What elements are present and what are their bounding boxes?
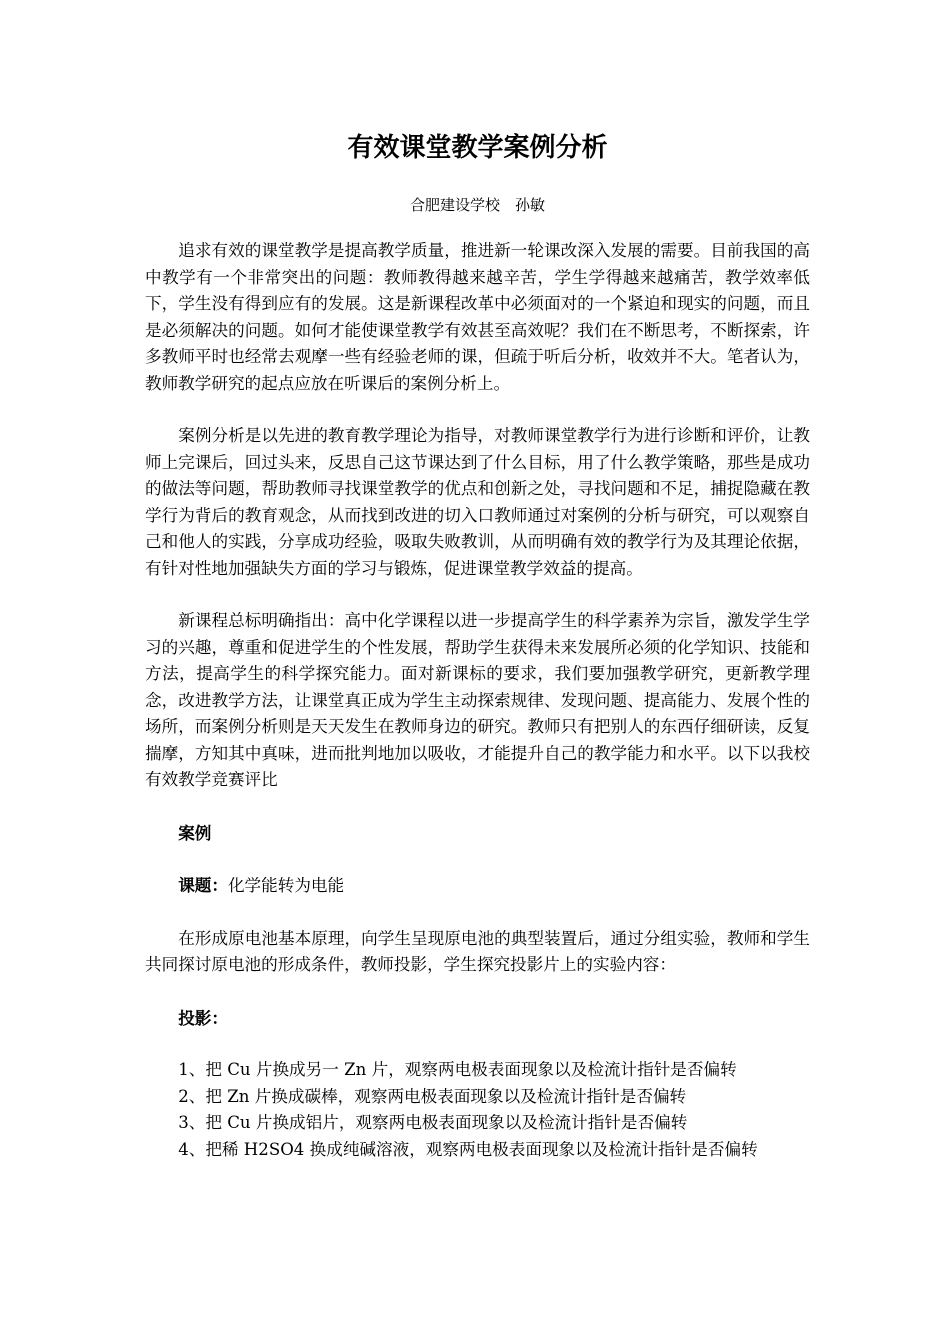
list-item: 2、把 Zn 片换成碳棒，观察两电极表面现象以及检流计指针是否偏转	[178, 1086, 687, 1106]
list-item: 4、把稀 H2SO4 换成纯碱溶液，观察两电极表面现象以及检流计指针是否偏转	[178, 1139, 758, 1159]
case-heading: 案例	[178, 822, 212, 843]
paragraph-case-analysis: 案例分析是以先进的教育教学理论为指导，对教师课堂教学行为进行诊断和评价，让教师上完课后，回过头来，反思自己这节课达到了什么目标，用了什么教学策略，那些是成功的做法等问题，帮助教师寻找课堂教学的优点和创新之处，寻找问题和不足，捕捉隐藏在教学行为背后的教育观念，从而找到改进的切入口教师通过对案例的分析与研究，可以观察自己和他人的实践，分享成功经验，吸取失败教训，从而明确有效的教学行为及其理论依据，有针对性地加强缺失方面的学习与锻炼，促进课堂教学效益的提高。	[145, 426, 810, 578]
author-line: 合肥建设学校 孙敏	[409, 196, 545, 214]
paragraph-intro: 追求有效的课堂教学是提高教学质量，推进新一轮课改深入发展的需要。目前我国的高中教学有一个非常突出的问题：教师教得越来越辛苦，学生学得越来越痛苦，教学效率低下，学生没有得到应有的发展。这是新课程改革中必须面对的一个紧迫和现实的问题，而且是必须解决的问题。如何才能使课堂教学有效甚至高效呢？我们在不断思考，不断探索，许多教师平时也经常去观摩一些有经验老师的课，但疏于听后分析，收效并不大。笔者认为，教师教学研究的起点应放在听课后的案例分析上。	[145, 241, 810, 393]
topic-value: 化学能转为电能	[227, 876, 345, 895]
topic-label: 课题：	[178, 875, 228, 895]
experiment-list	[145, 1057, 810, 1163]
projection-heading: 投影：	[178, 1007, 228, 1028]
paragraph-experiment-intro: 在形成原电池基本原理，向学生呈现原电池的典型装置后，通过分组实验，教师和学生共同探讨原电池的形成条件，教师投影，学生探究投影片上的实验内容：	[145, 928, 810, 974]
document-title: 有效课堂教学案例分析	[347, 133, 608, 163]
paragraph-new-curriculum: 新课程总标明确指出：高中化学课程以进一步提高学生的科学素养为宗旨，激发学生学习的兴趣，尊重和促进学生的个性发展，帮助学生获得未来发展所必须的化学知识、技能和方法，提高学生的科学探究能力。面对新课标的要求，我们要加强教学研究，更新教学理念，改进教学方法，让课堂真正成为学生主动探索规律、发现问题、提高能力、发展个性的场所，而案例分析则是天天发生在教师身边的研究。教师只有把别人的东西仔细研读，反复揣摩，方知其中真味，进而批判地加以吸收，才能提升自己的教学能力和水平。以下以我校有效教学竞赛评比	[145, 611, 810, 789]
list-item: 3、把 Cu 片换成铝片，观察两电极表面现象以及检流计指针是否偏转	[178, 1113, 688, 1132]
topic-line	[145, 872, 810, 900]
document-page	[145, 128, 810, 1163]
list-item: 1、把 Cu 片换成另一 Zn 片，观察两电极表面现象以及检流计指针是否偏转	[178, 1060, 737, 1079]
